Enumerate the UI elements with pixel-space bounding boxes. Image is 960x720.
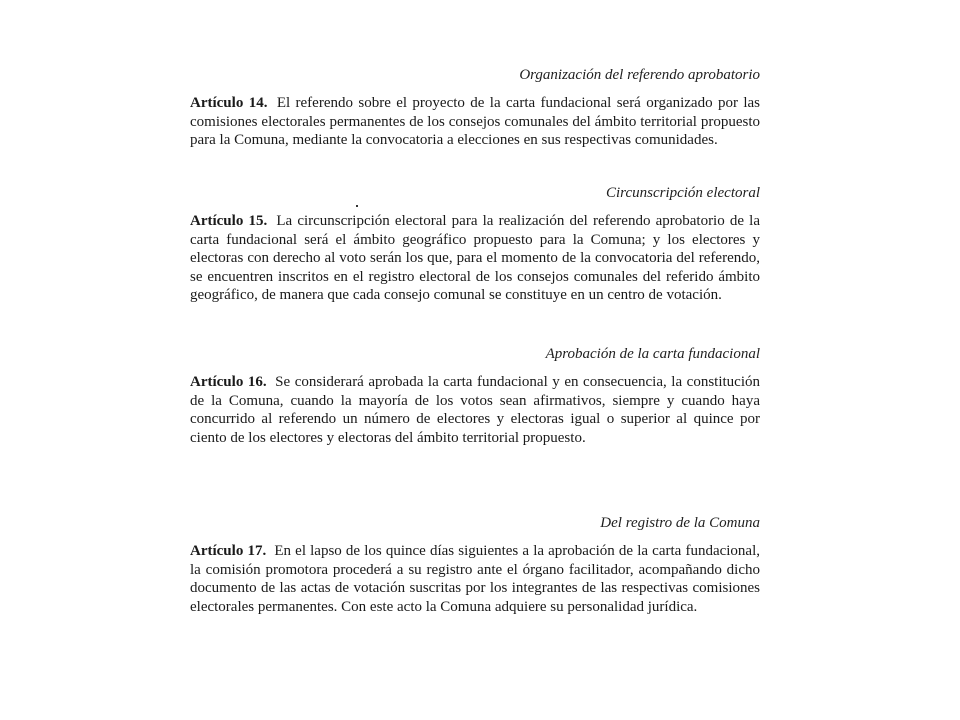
article-14-label: Artículo 14.: [190, 95, 268, 111]
article-14-heading: Organización del referendo aprobatorio: [519, 67, 760, 83]
article-16-heading: Aprobación de la carta fundacional: [545, 346, 760, 362]
article-15-text: La circunscripción electoral para la realización del referendo aprobatorio de la carta fundacional será el ámbito geográfico propuesto para la Comuna; y los electores y electoras con derecho al voto serán los que, para el momento de la convocatoria del referendo, se encuentren inscritos en el registro electoral de los consejos comunales del referido ámbito geográfico, de manera que cada consejo comunal se constituye en un centro de votación.: [190, 213, 760, 303]
article-14-paragraph: [190, 94, 760, 150]
article-16-text: Se considerará aprobada la carta fundacional y en consecuencia, la constitución de la Comuna, cuando la mayoría de los votos sean afirmativos, siempre y cuando haya concurrido al referendo un número de electores y electoras igual o superior al quince por ciento de los electores y electoras del ámbito territorial propuesto.: [190, 374, 760, 446]
article-17-section: [190, 514, 760, 616]
article-15-section: [190, 184, 760, 305]
article-17-label: Artículo 17.: [190, 543, 267, 559]
article-14-text: El referendo sobre el proyecto de la carta fundacional será organizado por las comisiones electorales permanentes de los consejos comunales del ámbito territorial propuesto para la Comuna, mediante la convocatoria a elecciones en sus respectivas comunidades.: [190, 95, 760, 148]
article-15-paragraph: [190, 212, 760, 305]
article-17-text: En el lapso de los quince días siguientes a la aprobación de la carta fundacional, la comisión promotora procederá a su registro ante el órgano facilitador, acompañando dicho documento de las actas de votación suscritas por los integrantes de las respectivas comisiones electorales permanentes. Con este acto la Comuna adquiere su personalidad jurídica.: [190, 543, 761, 615]
article-17-heading: Del registro de la Comuna: [600, 515, 760, 531]
article-16-paragraph: [190, 373, 760, 447]
article-15-heading: Circunscripción electoral: [606, 185, 760, 201]
article-15-label: Artículo 15.: [190, 213, 268, 229]
article-16-label: Artículo 16.: [190, 374, 267, 390]
article-16-section: [190, 345, 760, 447]
article-14-section: [190, 66, 760, 150]
article-17-paragraph: [190, 542, 760, 616]
